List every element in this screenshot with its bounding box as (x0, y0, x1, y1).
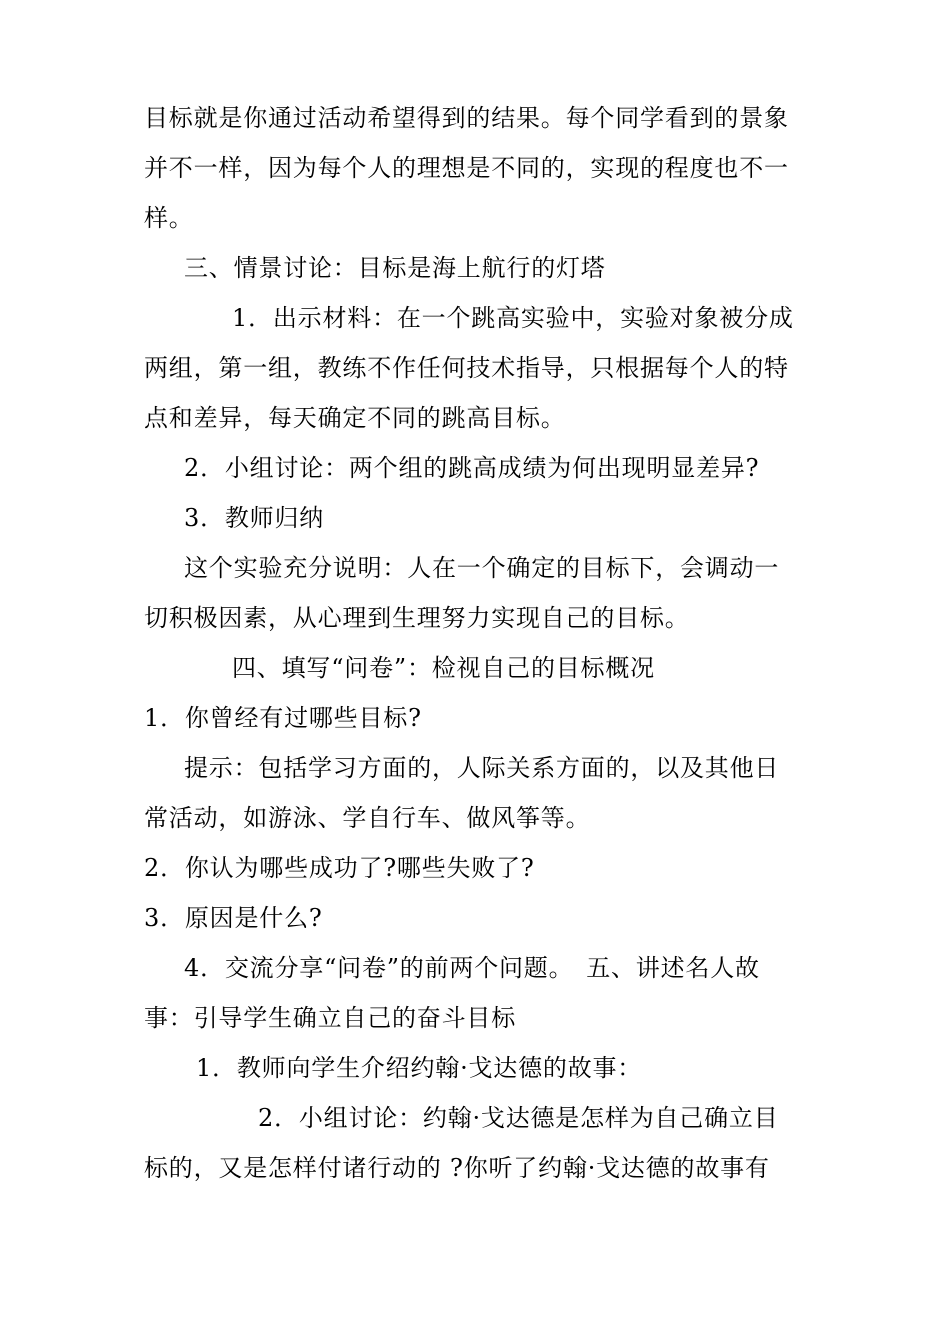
paragraph-line: 切积极因素，从心理到生理努力实现自己的目标。 (144, 604, 690, 632)
paragraph-line: 并不一样，因为每个人的理想是不同的，实现的程度也不一 (144, 154, 789, 182)
paragraph-line: 1．出示材料：在一个跳高实验中，实验对象被分成 (232, 304, 794, 332)
paragraph-line: 事：引导学生确立自己的奋斗目标 (144, 1004, 516, 1032)
paragraph-line: 2．小组讨论：约翰·戈达德是怎样为自己确立目 (258, 1104, 779, 1132)
paragraph-line: 1．你曾经有过哪些目标? (144, 704, 422, 732)
paragraph-line: 常活动，如游泳、学自行车、做风筝等。 (144, 804, 591, 832)
paragraph-line: 2．小组讨论：两个组的跳高成绩为何出现明显差异? (184, 454, 760, 482)
paragraph-line: 2．你认为哪些成功了?哪些失败了? (144, 854, 535, 882)
paragraph-line: 这个实验充分说明：人在一个确定的目标下，会调动一 (184, 554, 780, 582)
section-heading: 三、情景讨论：目标是海上航行的灯塔 (184, 254, 606, 282)
paragraph-line: 目标就是你通过活动希望得到的结果。每个同学看到的景象 (144, 104, 789, 132)
section-heading: 四、填写“问卷”：检视自己的目标概况 (232, 654, 655, 682)
paragraph-line: 样。 (144, 204, 194, 232)
paragraph-line: 两组，第一组，教练不作任何技术指导，只根据每个人的特 (144, 354, 789, 382)
paragraph-line: 提示：包括学习方面的，人际关系方面的，以及其他日 (184, 754, 780, 782)
paragraph-line: 3．教师归纳 (184, 504, 325, 532)
paragraph-line: 点和差异，每天确定不同的跳高目标。 (144, 404, 566, 432)
paragraph-line: 4．交流分享“问卷”的前两个问题。 五、讲述名人故 (184, 954, 760, 982)
paragraph-line: 3．原因是什么? (144, 904, 323, 932)
paragraph-line: 1．教师向学生介绍约翰·戈达德的故事： (196, 1054, 643, 1082)
paragraph-line: 标的，又是怎样付诸行动的 ?你听了约翰·戈达德的故事有 (144, 1154, 770, 1182)
